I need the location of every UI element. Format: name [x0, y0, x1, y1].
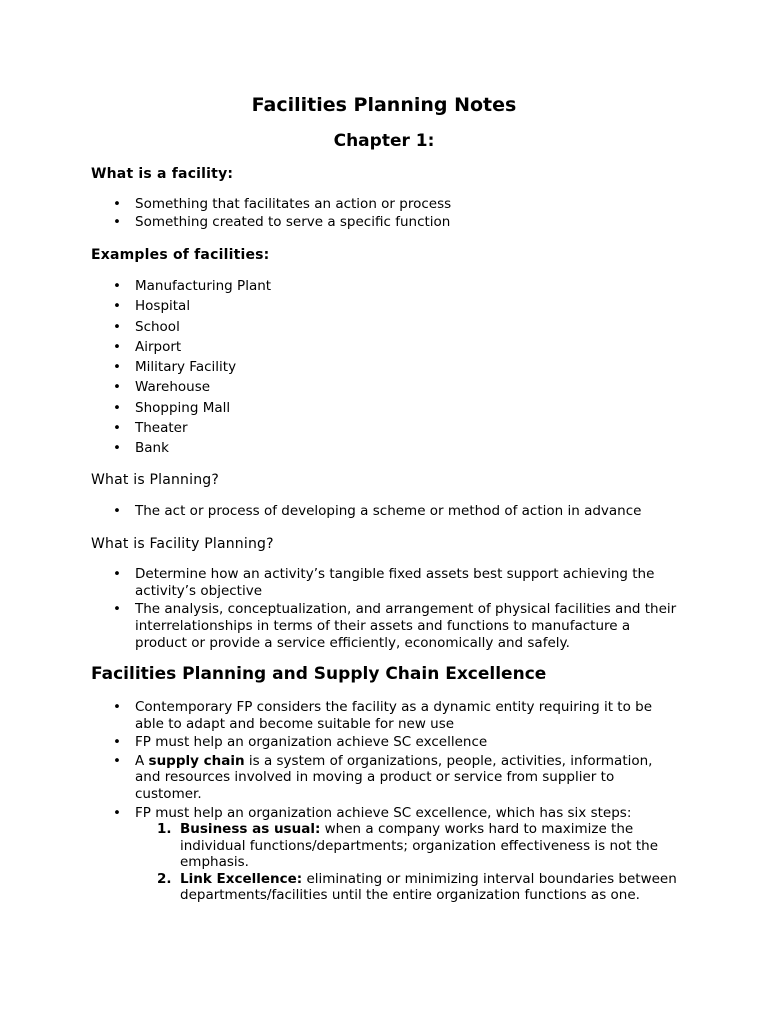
list-examples-of-facilities	[135, 278, 680, 461]
step-term: Business as usual:	[180, 821, 321, 838]
six-steps-list	[135, 821, 680, 904]
list-item: • Bank	[135, 440, 680, 457]
supply-chain-prefix: A	[135, 752, 149, 769]
list-item: • Hospital	[135, 298, 680, 315]
list-item: • Airport	[135, 339, 680, 356]
list-item: • Manufacturing Plant	[135, 278, 680, 295]
list-item: • Military Facility	[135, 359, 680, 376]
list-what-is-facility	[135, 196, 680, 233]
heading-fp-and-sc-excellence: Facilities Planning and Supply Chain Excellence	[91, 664, 547, 684]
supply-chain-term: supply chain	[148, 752, 245, 769]
heading-examples-of-facilities: Examples of facilities:	[91, 247, 270, 263]
step-item	[135, 871, 680, 904]
supply-chain-definition: is a system of organizations, people, activities, information, and resources involved in moving a product or service from supplier to customer.	[135, 752, 653, 803]
list-what-is-planning	[135, 503, 680, 521]
list-fp-and-sc-excellence	[135, 699, 680, 905]
list-item: • Something that facilitates an action or process	[135, 196, 680, 213]
step-number: 2.	[157, 870, 172, 887]
heading-what-is-facility-planning: What is Facility Planning?	[91, 536, 274, 552]
list-item: • Determine how an activity’s tangible fixed assets best support achieving the activity’s objective	[135, 566, 680, 600]
step-number: 1.	[157, 821, 172, 838]
list-item: • The analysis, conceptualization, and arrangement of physical facilities and their interrelationships in terms of their assets and functions to manufacture a product or provide a service efficiently, economically and safely.	[135, 601, 680, 651]
list-what-is-facility-planning	[135, 566, 680, 653]
list-item: • Something created to serve a specific function	[135, 214, 680, 231]
list-item: • School	[135, 319, 680, 336]
list-item: • FP must help an organization achieve SC excellence	[135, 734, 680, 751]
document-title: Facilities Planning Notes	[251, 94, 517, 116]
chapter-heading: Chapter 1:	[333, 131, 435, 151]
step-text: when a company works hard to maximize the individual functions/departments; organization effectiveness is not the emphasis.	[180, 821, 659, 871]
step-text: eliminating or minimizing interval boundaries between departments/facilities until the entire organization functions as one.	[180, 870, 677, 904]
step-term: Link Excellence:	[180, 870, 303, 887]
list-item: • Contemporary FP considers the facility as a dynamic entity requiring it to be able to adapt and become suitable for new use	[135, 699, 680, 733]
list-item: • Theater	[135, 420, 680, 437]
heading-what-is-facility: What is a facility:	[91, 166, 234, 182]
list-item: • Shopping Mall	[135, 400, 680, 417]
list-item: • The act or process of developing a scheme or method of action in advance	[135, 503, 680, 520]
heading-what-is-planning: What is Planning?	[91, 472, 220, 488]
list-item	[135, 753, 680, 803]
six-steps-intro: FP must help an organization achieve SC excellence, which has six steps:	[135, 804, 632, 821]
list-item: • Warehouse	[135, 379, 680, 396]
step-item	[135, 821, 680, 871]
list-item	[135, 805, 680, 904]
